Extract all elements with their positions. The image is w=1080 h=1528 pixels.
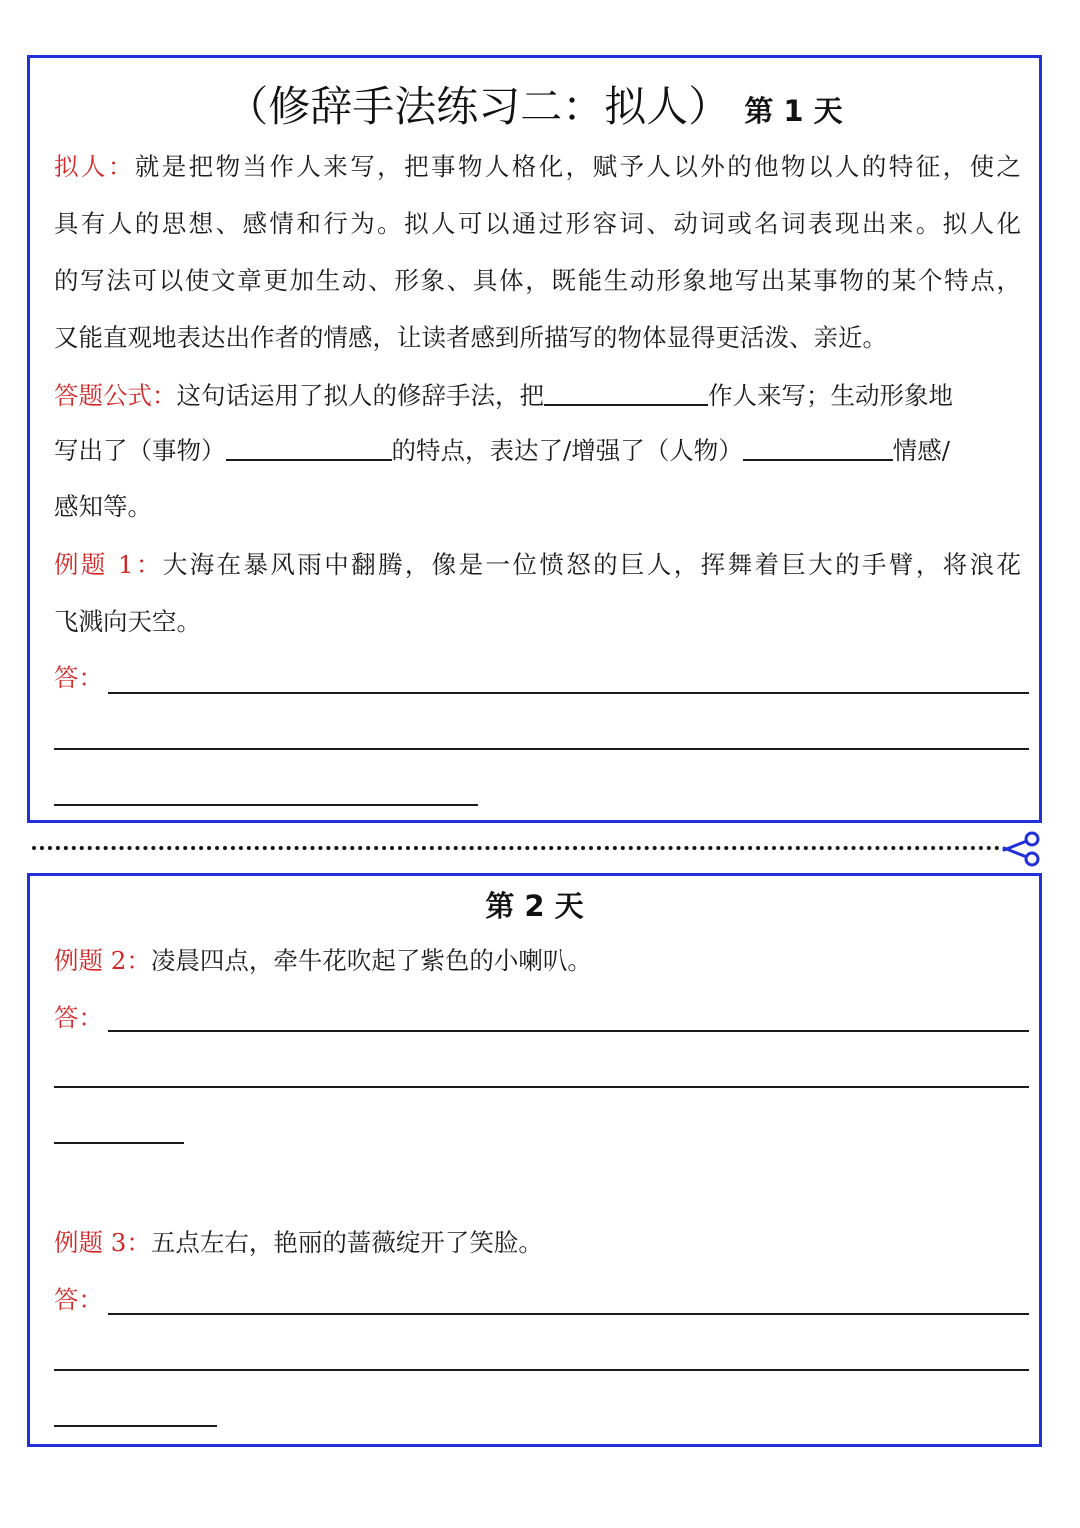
example1-line-2: 飞溅向天空。 [54,607,201,636]
answer2-line-3[interactable] [54,1142,184,1144]
scissors-icon [1001,831,1041,867]
formula-text-2c: 情感/ [892,436,951,465]
answer3-label: 答： [54,1285,103,1314]
day2-card [27,873,1042,1447]
worksheet-title: （修辞手法练习二：拟人） [226,82,731,131]
definition-line-2: 具有人的思想、感情和行为。拟人可以通过形容词、动词或名词表现出来。拟人化 [54,209,1021,238]
formula-text-1a: 这句话运用了拟人的修辞手法，把 [176,381,544,410]
example1-label: 例题 1： [54,550,163,579]
day2-label: 第 2 天 [485,889,584,923]
definition-line-4: 又能直观地表达出作者的情感，让读者感到所描写的物体显得更活泼、亲近。 [54,323,887,352]
cut-dotted-line [32,846,1000,850]
answer3-line-3[interactable] [54,1425,217,1427]
answer3-line-2[interactable] [54,1369,1029,1371]
definition-label: 拟人： [54,152,135,181]
example2-text: 凌晨四点，牵牛花吹起了紫色的小喇叭。 [150,946,592,975]
example1-text-1: 大海在暴风雨中翻腾，像是一位愤怒的巨人，挥舞着巨大的手臂，将浪花 [162,550,1021,579]
definition-line-1 [54,138,1021,195]
example3-text: 五点左右，艳丽的蔷薇绽开了笑脸。 [150,1228,543,1257]
answer1-label: 答： [54,663,103,692]
answer1-line-3[interactable] [54,804,478,806]
definition-text-1: 就是把物当作人来写，把事物人格化，赋予人以外的他物以人的特征，使之 [134,152,1022,181]
formula-text-2b: 的特点，表达了/增强了（人物） [391,436,743,465]
formula-blank-object[interactable] [544,384,708,406]
example1-line-1 [54,536,1021,593]
day1-label: 第 1 天 [744,94,843,128]
answer1-line-1[interactable] [108,692,1029,694]
formula-line-1 [54,367,1021,424]
example2-line [54,932,1021,989]
formula-text-1b: 作人来写；生动形象地 [708,381,953,410]
formula-text-2a: 写出了（事物） [54,436,226,465]
answer2-label: 答： [54,1003,103,1032]
answer2-line-2[interactable] [54,1086,1029,1088]
formula-blank-trait[interactable] [226,439,392,461]
day1-card [27,55,1042,823]
answer2-line-1[interactable] [108,1030,1029,1032]
day1-header [30,74,1039,134]
formula-label: 答题公式： [54,381,177,410]
example2-label: 例题 2： [54,946,151,975]
example3-label: 例题 3： [54,1228,151,1257]
day2-header [30,884,1039,925]
answer1-line-2[interactable] [54,748,1029,750]
formula-line-3: 感知等。 [54,492,152,521]
example3-line [54,1214,1021,1271]
formula-line-2 [54,422,1021,479]
definition-line-3: 的写法可以使文章更加生动、形象、具体，既能生动形象地写出某事物的某个特点， [54,266,1021,295]
answer3-line-1[interactable] [108,1313,1029,1315]
formula-blank-emotion[interactable] [743,439,893,461]
